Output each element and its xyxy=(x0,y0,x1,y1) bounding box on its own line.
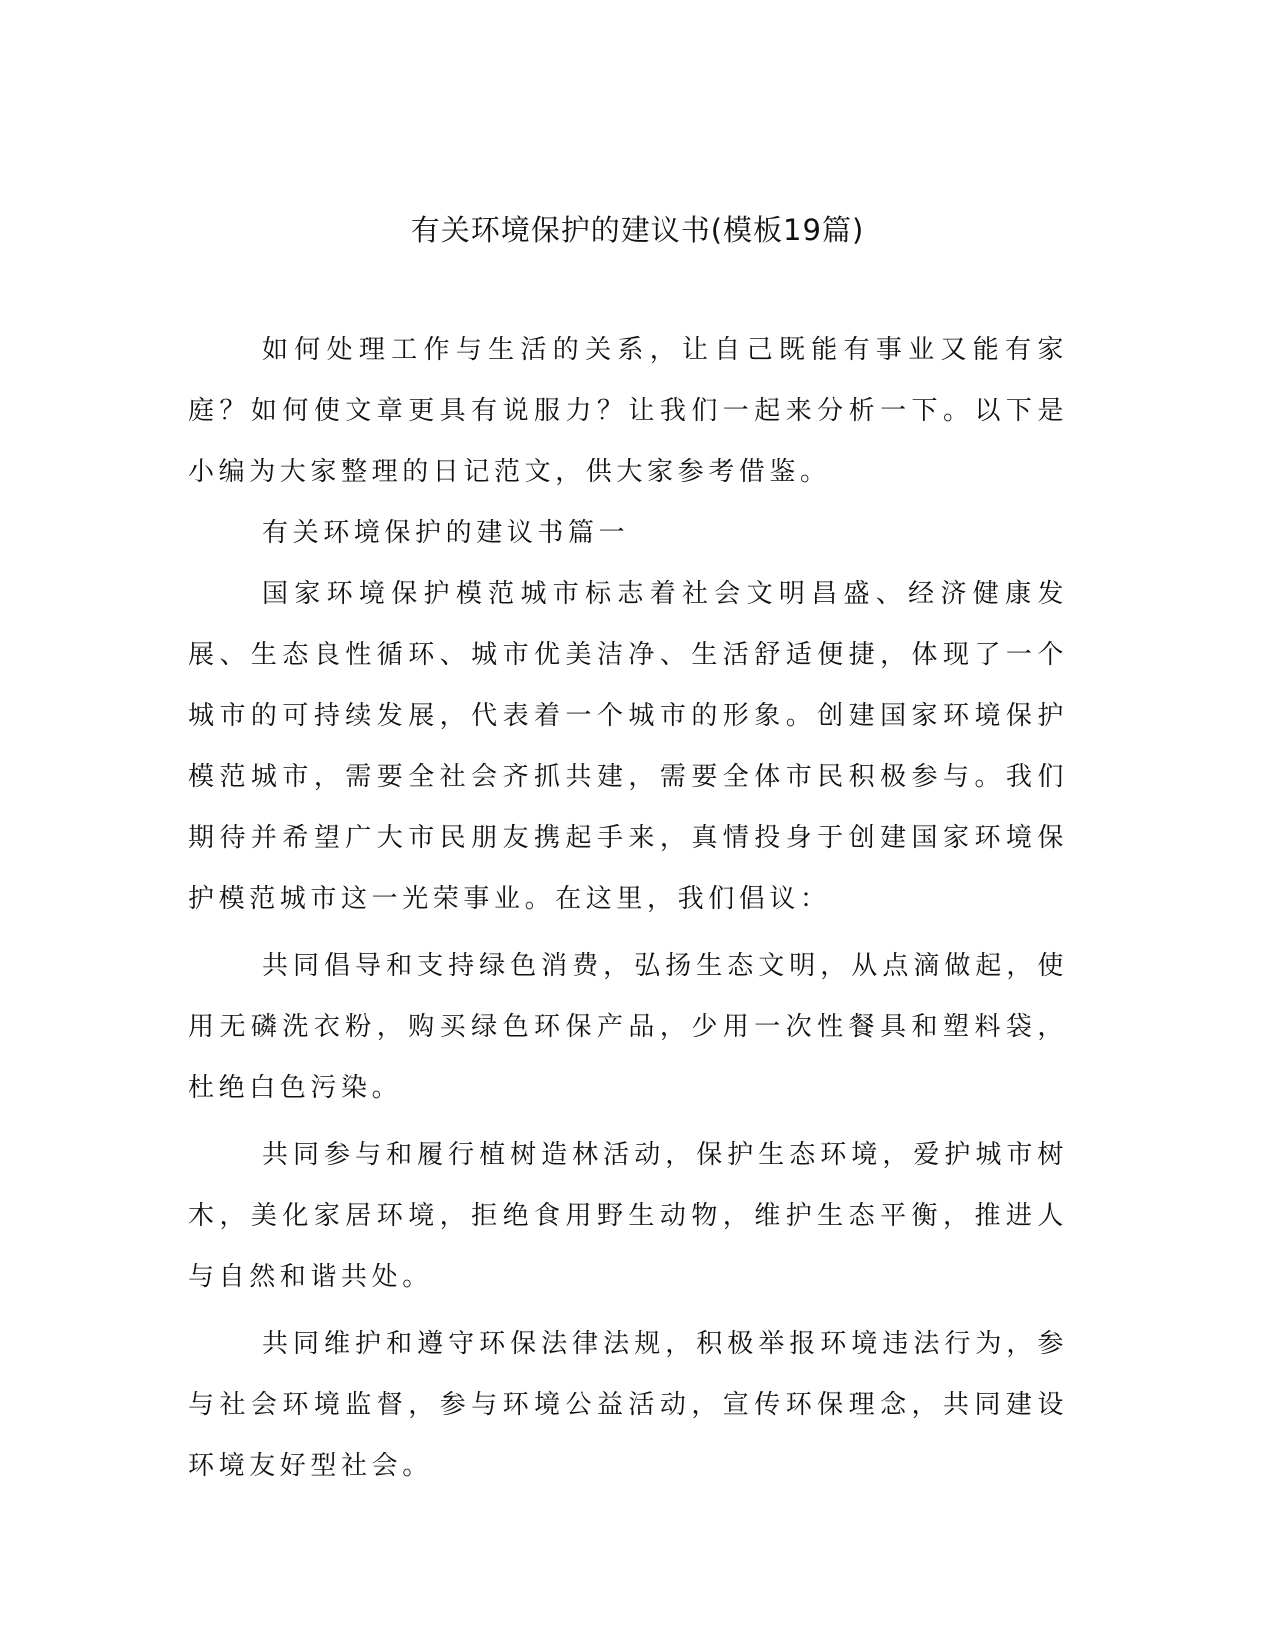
body-paragraph: 共同参与和履行植树造林活动，保护生态环境，爱护城市树木，美化家居环境，拒绝食用野生动物，维护生态平衡，推进人与自然和谐共处。 xyxy=(188,1140,1068,1292)
body-paragraph: 国家环境保护模范城市标志着社会文明昌盛、经济健康发展、生态良性循环、城市优美洁净、生活舒适便捷，体现了一个城市的可持续发展，代表着一个城市的形象。创建国家环境保护模范城市，需要全社会齐抓共建，需要全体市民积极参与。我们期待并希望广大市民朋友携起手来，真情投身于创建国家环境保护模范城市这一光荣事业。在这里，我们倡议： xyxy=(188,579,1068,914)
body-paragraph: 共同维护和遵守环保法律法规，积极举报环境违法行为，参与社会环境监督，参与环境公益活动，宣传环保理念，共同建设环境友好型社会。 xyxy=(188,1329,1068,1481)
section-heading: 有关环境保护的建议书篇一 xyxy=(262,518,630,548)
document-title: 有关环境保护的建议书(模板19篇) xyxy=(410,213,865,247)
body-paragraph: 共同倡导和支持绿色消费，弘扬生态文明，从点滴做起，使用无磷洗衣粉，购买绿色环保产品，少用一次性餐具和塑料袋，杜绝白色污染。 xyxy=(188,951,1068,1103)
intro-paragraph: 如何处理工作与生活的关系，让自己既能有事业又能有家庭？如何使文章更具有说服力？让我们一起来分析一下。以下是小编为大家整理的日记范文，供大家参考借鉴。 xyxy=(188,335,1068,487)
document-body xyxy=(188,320,1068,1497)
